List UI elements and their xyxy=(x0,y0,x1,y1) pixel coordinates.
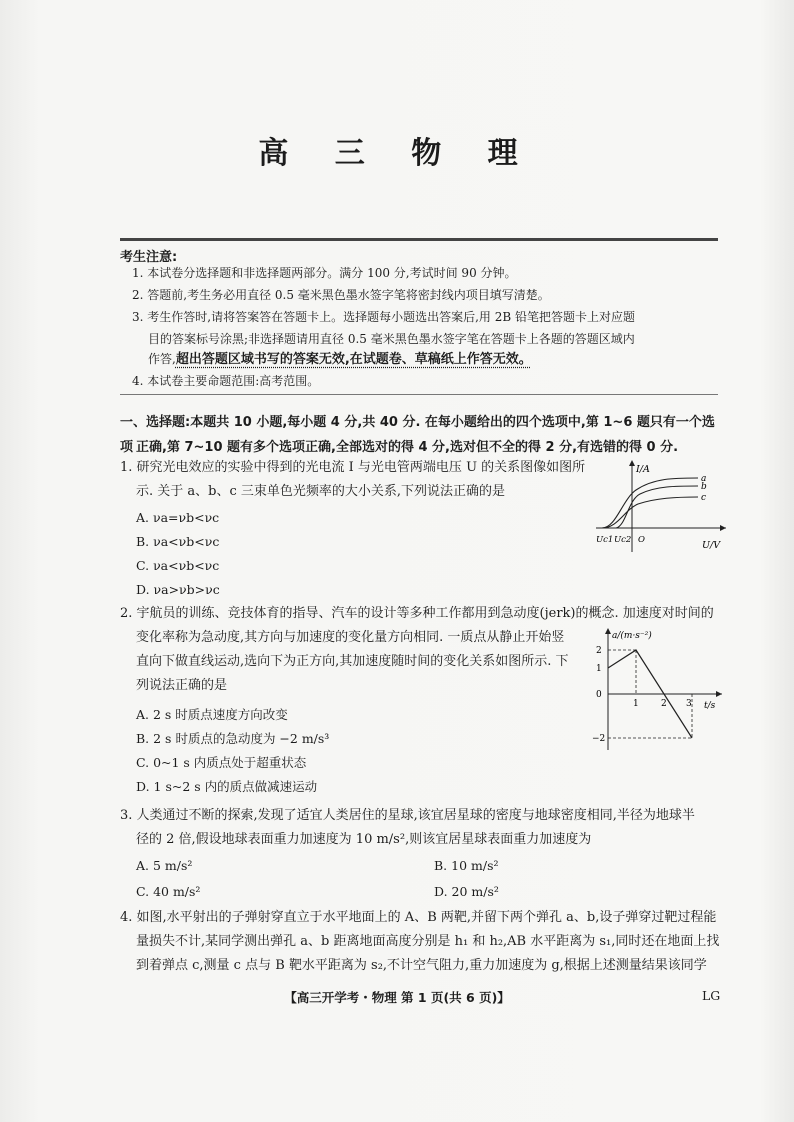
q4-stem-line2: 量损失不计,某同学测出弹孔 a、b 距离地面高度分别是 h₁ 和 h₂,AB 水平距离为 s₁,同时还在地面上找 xyxy=(136,934,720,949)
q2-xtick-2: 2 xyxy=(661,699,667,709)
q1-label-a: a xyxy=(701,474,707,484)
q3-option-a[interactable]: A. 5 m/s² xyxy=(136,858,193,873)
q3-option-b[interactable]: B. 10 m/s² xyxy=(434,858,499,873)
notice-item-4: 4. 本试卷主要命题范围:高考范围。 xyxy=(132,374,320,388)
q1-label-b: b xyxy=(701,482,707,492)
q1-tick-uc1: Uc1 xyxy=(596,535,614,545)
notice-item-3-end xyxy=(148,348,532,371)
q4-stem-line1: 4. 如图,水平射出的子弹射穿直立于水平地面上的 A、B 两靶,并留下两个弹孔 a、b,设子弹穿过靶过程能 xyxy=(120,910,717,925)
notice-item-3: 3. 考生作答时,请将答案答在答题卡上。选择题每小题选出答案后,用 2B 铅笔把答题卡上对应题 xyxy=(132,310,635,324)
q2-y-arrow xyxy=(605,628,611,634)
q3-stem-line1: 3. 人类通过不断的探索,发现了适宜人类居住的星球,该宜居星球的密度与地球密度相同,半径为地球半 xyxy=(120,808,695,823)
q2-x-arrow xyxy=(716,691,722,697)
q2-ytick-1: 1 xyxy=(596,664,602,674)
q1-label-c: c xyxy=(701,493,707,503)
footer-code: LG xyxy=(702,988,721,1003)
q2-option-c[interactable]: C. 0~1 s 内质点处于超重状态 xyxy=(136,755,307,770)
page-footer: 【高三开学考・物理 第 1 页(共 6 页)】 xyxy=(284,990,510,1005)
notice-heading: 考生注意: xyxy=(120,250,178,265)
notice-item-3-prefix: 作答, xyxy=(148,352,176,366)
q2-ytick-0: 0 xyxy=(596,690,602,700)
q1-curve-b xyxy=(616,486,698,528)
q1-tick-origin: O xyxy=(638,535,645,545)
q1-y-label: I/A xyxy=(636,464,650,475)
q1-x-label: U/V xyxy=(702,540,721,551)
q4-stem-line3: 到着弹点 c,测量 c 点与 B 靶水平距离为 s₂,不计空气阻力,重力加速度为 g,根据上述测量结果该同学 xyxy=(136,958,707,973)
q1-tick-uc2: Uc2 xyxy=(614,535,632,545)
q2-ytick-2: 2 xyxy=(596,646,602,656)
q1-stem-line1: 1. 研究光电效应的实验中得到的光电流 I 与光电管两端电压 U 的关系图像如图所 xyxy=(120,460,586,475)
q2-x-label: t/s xyxy=(704,701,716,711)
q2-stem-line3: 直向下做直线运动,选向下为正方向,其加速度随时间的变化关系如图所示. 下 xyxy=(136,654,569,669)
q1-option-c[interactable]: C. νa<νb<νc xyxy=(136,558,220,573)
q1-stem-line2: 示. 关于 a、b、c 三束单色光频率的大小关系,下列说法正确的是 xyxy=(136,484,506,499)
header-divider xyxy=(120,238,718,241)
q1-option-a[interactable]: A. νa=νb<νc xyxy=(136,510,220,525)
q1-x-arrow xyxy=(720,525,726,531)
q2-ytick-m2: −2 xyxy=(592,734,606,744)
section-instructions-line2: 正确,第 7~10 题有多个选项正确,全部选对的得 4 分,选对但不全的得 2 分,有选错的得 0 分. xyxy=(136,440,679,455)
page-title: 高 三 物 理 xyxy=(258,136,536,171)
q1-y-arrow xyxy=(629,460,635,466)
notice-item-3-cont: 目的答案标号涂黑;非选择题请用直径 0.5 毫米黑色墨水签字笔在答题卡上各题的答题区域内 xyxy=(148,332,635,346)
notice-warning: 超出答题区域书写的答案无效,在试题卷、草稿纸上作答无效。 xyxy=(175,352,532,367)
notice-item-1: 1. 本试卷分选择题和非选择题两部分。满分 100 分,考试时间 90 分钟。 xyxy=(132,266,517,280)
q1-option-d[interactable]: D. νa>νb>νc xyxy=(136,582,220,597)
q2-xtick-3: 3 xyxy=(686,699,692,709)
q1-curve-c xyxy=(602,497,698,528)
q2-xtick-1: 1 xyxy=(633,699,639,709)
q2-stem-line2: 变化率称为急动度,其方向与加速度的变化量方向相同. 一质点从静止开始竖 xyxy=(136,630,565,645)
q2-y-label: a/(m·s⁻²) xyxy=(612,631,652,641)
notice-divider xyxy=(120,394,718,395)
q2-option-a[interactable]: A. 2 s 时质点速度方向改变 xyxy=(136,707,288,722)
q1-option-b[interactable]: B. νa<νb<νc xyxy=(136,534,220,549)
section-instructions-line1: 一、选择题:本题共 10 小题,每小题 4 分,共 40 分. 在每小题给出的四个选项中,第 1~6 题只有一个选项 xyxy=(120,415,715,455)
q1-curve-a xyxy=(602,478,698,528)
q2-stem-line4: 列说法正确的是 xyxy=(136,678,228,693)
q1-iu-graph xyxy=(594,456,734,556)
notice-item-2: 2. 答题前,考生务必用直径 0.5 毫米黑色墨水签字笔将密封线内项目填写清楚。 xyxy=(132,288,550,302)
q2-option-b[interactable]: B. 2 s 时质点的急动度为 −2 m/s³ xyxy=(136,731,330,746)
q3-option-c[interactable]: C. 40 m/s² xyxy=(136,884,201,899)
q2-stem-line1: 2. 宇航员的训练、竞技体育的指导、汽车的设计等多种工作都用到急动度(jerk)的概念. 加速度对时间的 xyxy=(120,606,714,621)
q2-option-d[interactable]: D. 1 s~2 s 内的质点做减速运动 xyxy=(136,779,318,794)
q3-stem-line2: 径的 2 倍,假设地球表面重力加速度为 10 m/s²,则该宜居星球表面重力加速度为 xyxy=(136,832,592,847)
q2-at-graph xyxy=(590,626,730,756)
q3-option-d[interactable]: D. 20 m/s² xyxy=(434,884,499,899)
